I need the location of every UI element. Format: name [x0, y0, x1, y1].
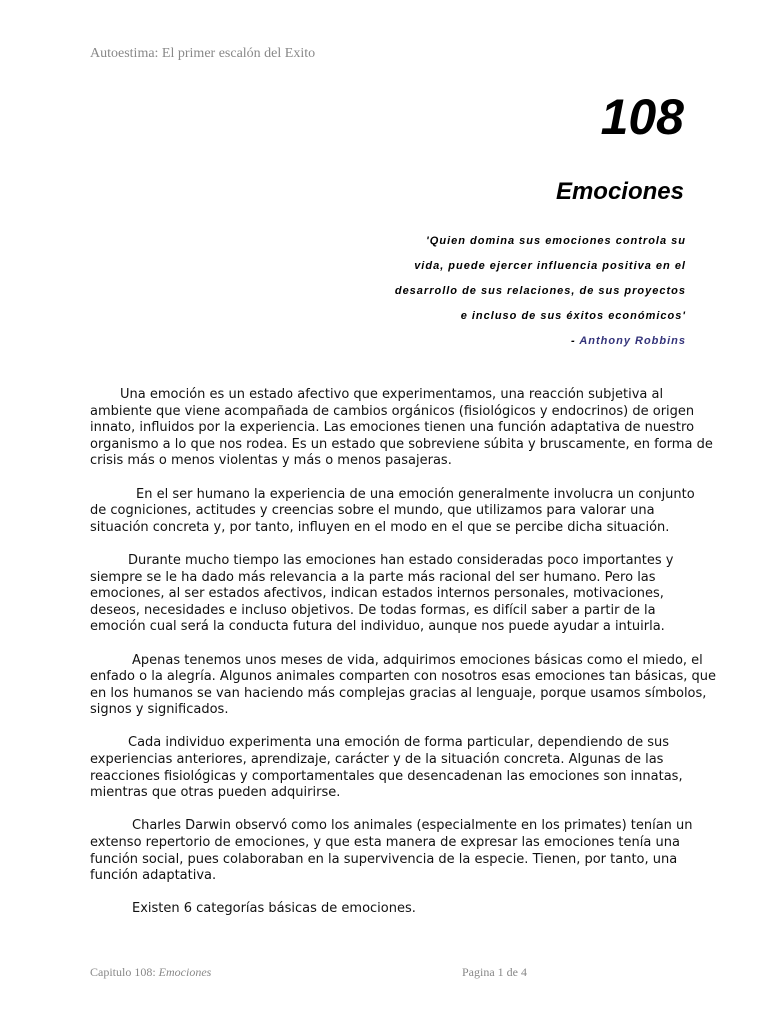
paragraph-line: Durante mucho tiempo las emociones han estado consideradas poco importantes y	[128, 552, 674, 568]
paragraph	[90, 652, 716, 719]
quote-author: Anthony Robbins	[579, 335, 686, 347]
paragraph	[90, 487, 710, 537]
paragraph-line: Apenas tenemos unos meses de vida, adquirimos emociones básicas como el miedo, el	[132, 652, 703, 668]
paragraph-line: situación concreta y, por tanto, influyen en el modo en el que se percibe dicha situación.	[90, 519, 670, 535]
quote-line: desarrollo de sus relaciones, de sus proyectos	[394, 285, 686, 297]
paragraph	[90, 553, 710, 636]
paragraph-line: reacciones fisiológicas y comportamentales que desencadenan las emociones son innatas,	[90, 768, 683, 784]
chapter-number: 108	[600, 89, 684, 145]
paragraph-line: deseos, necesidades e incluso objetivos. De todas formas, es difícil saber a partir de la	[90, 602, 656, 618]
attribution-dash: -	[571, 335, 580, 347]
paragraph-line: función social, pues colaboraban en la supervivencia de la especie. Tienen, por tanto, una	[90, 851, 678, 867]
paragraph-line: Existen 6 categorías básicas de emociones.	[132, 901, 416, 917]
running-header: Autoestima: El primer escalón del Exito	[90, 46, 316, 61]
paragraph-line: experiencias anteriores, aprendizaje, carácter y de la situación concreta. Algunas de las	[90, 752, 664, 768]
quote-line: vida, puede ejercer influencia positiva en el	[414, 260, 686, 272]
epigraph-quote	[395, 229, 686, 354]
footer-chapter	[90, 965, 211, 980]
paragraph-line: Cada individuo experimenta una emoción de forma particular, dependiendo de sus	[128, 735, 670, 751]
paragraph-line: innato, influidos por la experiencia. Las emociones tienen una función adaptativa de nuestro	[90, 420, 695, 436]
quote-attribution	[395, 329, 686, 354]
paragraph	[90, 901, 710, 918]
paragraph-line: En el ser humano la experiencia de una emoción generalmente involucra un conjunto	[136, 486, 695, 502]
paragraph-line: mientras que otras pueden adquirirse.	[90, 785, 341, 801]
paragraph-line: emoción cual será la conducta futura del individuo, aunque nos puede ayudar a intuirla.	[90, 619, 665, 635]
quote-line: 'Quien domina sus emociones controla su	[426, 235, 686, 247]
footer-chapter-prefix: Capitulo 108:	[90, 965, 159, 979]
paragraph-line: emociones, al ser estados afectivos, indican estados internos personales, motivaciones,	[90, 586, 664, 602]
paragraph-line: ambiente que viene acompañada de cambios orgánicos (fisiológicos y endocrinos) de origen	[90, 403, 695, 419]
chapter-title: Emociones	[555, 178, 684, 205]
paragraph-line: en los humanos se van haciendo más complejas gracias al lenguaje, porque usamos símbolos,	[90, 685, 707, 701]
paragraph-line: Una emoción es un estado afectivo que experimentamos, una reacción subjetiva al	[120, 387, 664, 402]
paragraph-line: función adaptativa.	[90, 868, 217, 884]
paragraph-line: siempre se le ha dado más relevancia a la parte más racional del ser humano. Pero las	[90, 569, 656, 585]
paragraph	[90, 735, 710, 801]
paragraph-line: Charles Darwin observó como los animales (especialmente en los primates) tenían un	[132, 818, 693, 834]
paragraph-line: signos y significados.	[90, 702, 229, 718]
paragraph-line: de cogniciones, actitudes y creencias sobre el mundo, que utilizamos para valorar una	[90, 503, 655, 519]
quote-line: e incluso de sus éxitos económicos'	[460, 310, 686, 322]
paragraph-line: organismo a lo que nos rodea. Es un estado que sobreviene súbita y bruscamente, en forma de	[90, 436, 713, 452]
paragraph-line: extenso repertorio de emociones, y que esta manera de expresar las emociones tenía una	[90, 835, 680, 851]
paragraph-line: crisis más o menos violentas y más o menos pasajeras.	[90, 453, 452, 469]
footer-chapter-name: Emociones	[158, 965, 212, 979]
paragraph	[90, 818, 710, 884]
paragraph-line: enfado o la alegría. Algunos animales comparten con nosotros esas emociones tan básicas, que	[90, 669, 716, 685]
body-text	[90, 387, 716, 935]
paragraph	[90, 387, 713, 470]
footer-page-number: Pagina 1 de 4	[462, 965, 527, 979]
